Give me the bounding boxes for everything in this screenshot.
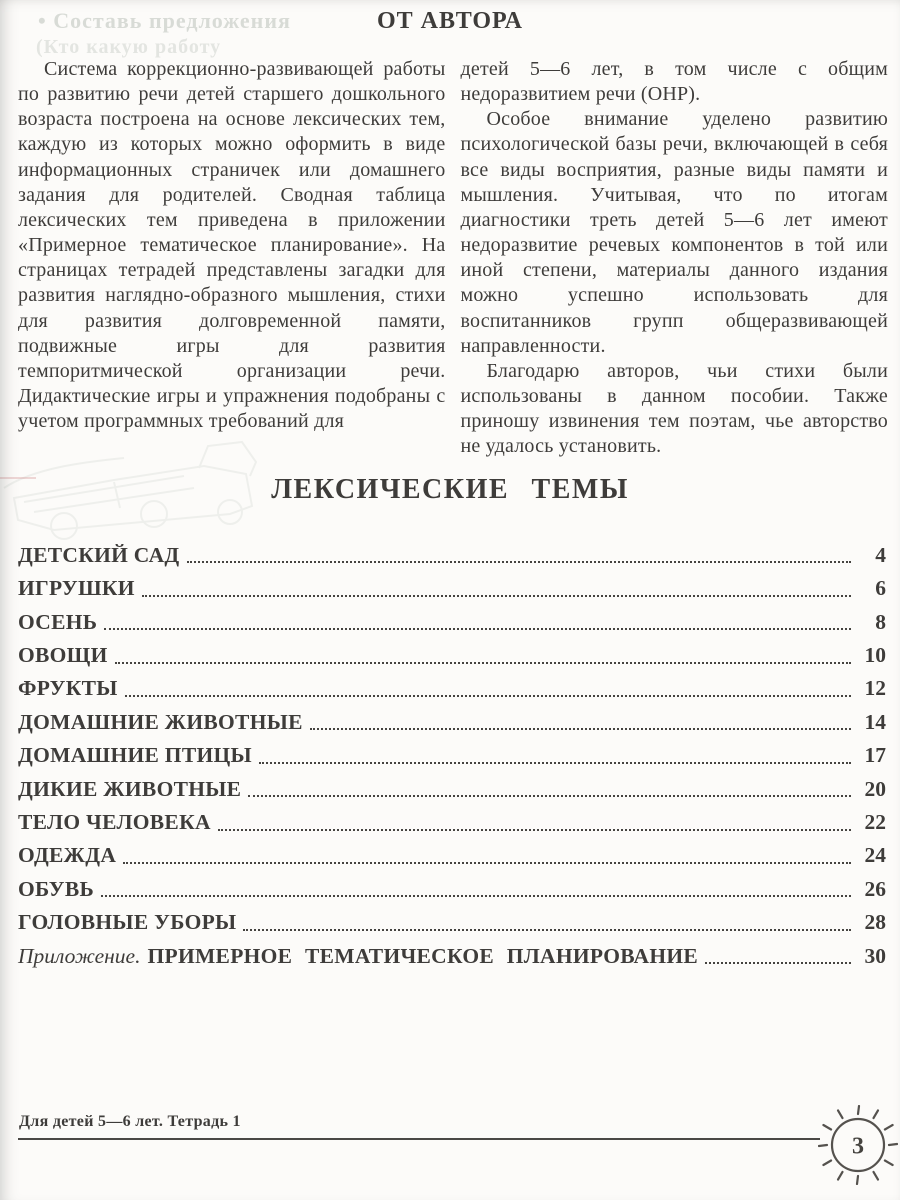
toc-leader-dots	[104, 628, 851, 630]
author-paragraph: Система коррекционно-развивающей работы по развитию речи детей старшего дошкольного возраста построена на основе лексических тем, каждую из которых можно оформить в виде информационных страничек или домашнего задания для родителей. Сводная таблица лексических тем приведена в приложении «Примерное тематическое планирование». На страницах тетрадей представлены загадки для развития наглядно-образного мышления, стихи для развития долговременной памяти, подвижные игры для развития темпоритмической организации речи. Дидактические игры и упражнения подобраны с учетом программных требований для	[18, 58, 446, 433]
toc-heading: ЛЕКСИЧЕСКИЕ ТЕМЫ	[271, 474, 629, 505]
toc-page-number: 10	[864, 643, 886, 668]
toc-leader-dots	[125, 695, 851, 697]
toc-page-number: 4	[875, 542, 886, 567]
toc-item-label: ОДЕЖДА	[18, 843, 117, 868]
page-title: ОТ АВТОРА	[377, 8, 523, 34]
author-paragraph: Благодарю авторов, чьи стихи были использованы в данном пособии. Также приношу извинения тем поэтам, чье авторство не удалось установить.	[460, 359, 888, 458]
toc-leader-dots	[123, 862, 851, 864]
author-note-left-column	[18, 57, 446, 460]
toc-row	[18, 533, 886, 566]
toc-leader-dots	[115, 662, 851, 664]
toc-leader-dots	[705, 962, 851, 964]
page-number: 3	[852, 1133, 864, 1160]
toc-leader-dots	[243, 929, 851, 931]
ghost-bleedthrough-text: (Кто какую работу	[36, 36, 222, 58]
toc-leader-dots	[187, 561, 852, 563]
toc-row	[18, 834, 886, 867]
toc-page-number: 30	[864, 943, 886, 968]
toc-row	[18, 767, 886, 800]
author-paragraph: Особое внимание уделено развитию психологической базы речи, включающей в себя все виды восприятия, разные виды памяти и мышления. Учитывая, что по итогам диагностики треть детей 5—6 лет имеют недоразвитие речевых компонентов в той или иной степени, материалы данного издания можно успешно использовать для воспитанников групп общеразвивающей направленности.	[460, 108, 888, 357]
author-paragraph: детей 5—6 лет, в том числе с общим недоразвитием речи (ОНР).	[460, 58, 888, 106]
toc-leader-dots	[101, 895, 851, 897]
toc-page-number: 17	[864, 743, 886, 768]
toc-leader-dots	[142, 595, 851, 597]
toc-row	[18, 800, 886, 833]
toc-leader-dots	[218, 829, 851, 831]
toc-page-number: 12	[864, 676, 886, 701]
toc-item-label: ТЕЛО ЧЕЛОВЕКА	[18, 810, 211, 835]
toc-page-number: 6	[875, 576, 886, 601]
footer-series-caption: Для детей 5—6 лет. Тетрадь 1	[19, 1113, 241, 1130]
toc-page-number: 8	[875, 609, 886, 634]
toc-row	[18, 867, 886, 900]
toc-item-label: ИГРУШКИ	[18, 576, 135, 601]
author-note	[18, 57, 888, 460]
toc-item-label: ПРИМЕРНОЕ ТЕМАТИЧЕСКОЕ ПЛАНИРОВАНИЕ	[147, 943, 699, 968]
toc-list	[18, 533, 886, 967]
toc-item-label: ДОМАШНИЕ ПТИЦЫ	[18, 743, 252, 768]
footer-rule	[18, 1138, 820, 1140]
toc-row	[18, 733, 886, 766]
toc-leader-dots	[259, 762, 851, 764]
author-note-right-column	[461, 57, 889, 460]
toc-page-number: 24	[864, 843, 886, 868]
toc-page-number: 22	[864, 810, 886, 835]
toc-item-label: ДИКИЕ ЖИВОТНЫЕ	[18, 776, 242, 801]
toc-row	[18, 600, 886, 633]
toc-item-label: ГОЛОВНЫЕ УБОРЫ	[18, 910, 237, 935]
ghost-bleedthrough-text: • Составь предложения	[38, 8, 291, 33]
toc-leader-dots	[248, 795, 851, 797]
toc-item-label: ФРУКТЫ	[18, 676, 118, 701]
toc-row	[18, 633, 886, 666]
toc-leader-dots	[310, 728, 851, 730]
toc-row-appendix	[18, 934, 886, 967]
toc-appendix-prefix: Приложение.	[18, 943, 141, 968]
toc-item-label: ОСЕНЬ	[18, 609, 98, 634]
toc-page-number: 26	[864, 876, 886, 901]
page-number-sun-icon	[818, 1105, 898, 1185]
toc-row	[18, 900, 886, 933]
toc-item-label: ОВОЩИ	[18, 643, 108, 668]
toc-item-label: ДОМАШНИЕ ЖИВОТНЫЕ	[18, 709, 303, 734]
toc-page-number: 14	[864, 709, 886, 734]
toc-item-label: ДЕТСКИЙ САД	[18, 542, 180, 567]
toc-row	[18, 700, 886, 733]
toc-page-number: 20	[864, 776, 886, 801]
toc-row	[18, 667, 886, 700]
toc-row	[18, 566, 886, 599]
toc-page-number: 28	[864, 910, 886, 935]
toc-item-label: ОБУВЬ	[18, 876, 95, 901]
